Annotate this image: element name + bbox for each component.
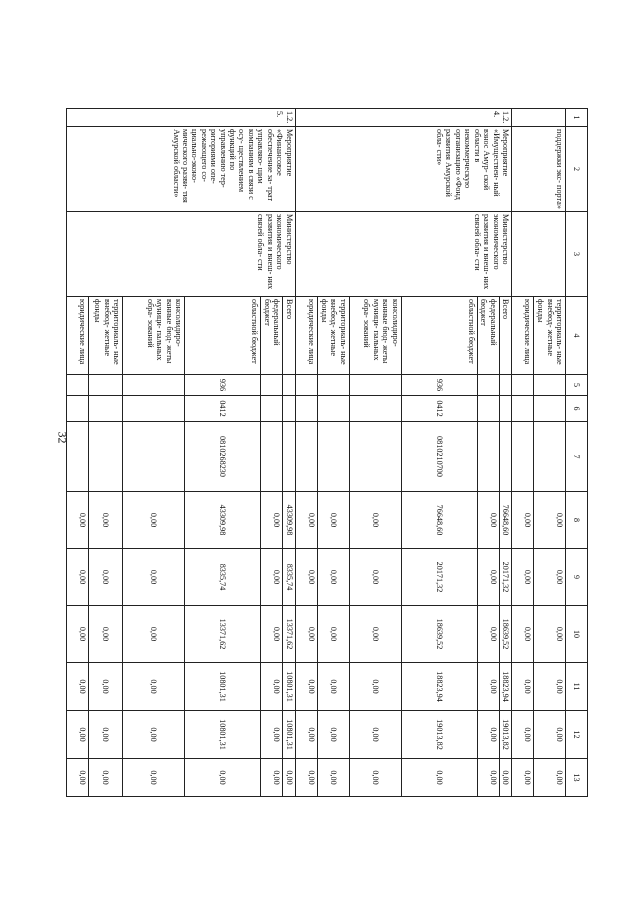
source-cell: Всего [283,297,295,375]
value-cell: 0,00 [261,759,283,797]
value-cell: 19013,82 [499,711,511,759]
rz-cell [283,396,295,422]
value-cell: 0,00 [349,549,401,606]
value-cell: 43309,98 [283,492,295,549]
value-cell: 0,00 [67,549,89,606]
grbs-cell [283,375,295,396]
measure-name-cell: Мероприятие «Имуществен- ный взнос Амур- ской области в некоммерческую организацию «Фонд развития Амурской обла- сти» [295,127,511,212]
header-cell: 4 [566,297,588,375]
value-cell: 0,00 [534,759,566,797]
value-cell: 0,00 [512,663,534,711]
source-cell: территориаль- ные внебюд- жетные фонды [89,297,123,375]
value-cell: 18823,94 [401,663,477,711]
executor-cell [512,212,566,297]
grbs-cell [123,375,185,396]
csr-cell: 0810268230 [185,422,261,492]
source-cell: территориаль- ные внебюд- жетные фонды [317,297,349,375]
value-cell: 0,00 [317,759,349,797]
value-cell: 0,00 [534,663,566,711]
value-cell: 0,00 [349,711,401,759]
value-cell: 0,00 [123,606,185,663]
value-cell: 0,00 [534,606,566,663]
header-cell: 6 [566,396,588,422]
value-cell: 0,00 [67,711,89,759]
value-cell: 0,00 [512,759,534,797]
value-cell: 10801,31 [185,663,261,711]
header-cell: 2 [566,127,588,212]
csr-cell [534,422,566,492]
value-cell: 18823,94 [499,663,511,711]
value-cell: 0,00 [349,606,401,663]
value-cell: 0,00 [317,711,349,759]
value-cell: 0,00 [261,606,283,663]
executor-cell: Министерство экономического развития и внеш- них связей обла- сти [67,212,295,297]
csr-cell [67,422,89,492]
source-cell: консолидиро- ванные бюд- жеты муници- пальных обра- зований [123,297,185,375]
rz-cell [477,396,499,422]
header-cell: 13 [566,759,588,797]
value-cell: 0,00 [349,492,401,549]
value-cell: 0,00 [317,663,349,711]
csr-cell [123,422,185,492]
source-cell: консолидиро- ванные бюд- жеты муници- пальных обра- зований [349,297,401,375]
value-cell: 8335,74 [185,549,261,606]
value-cell: 10801,31 [283,711,295,759]
value-cell: 0,00 [512,492,534,549]
value-cell: 0,00 [283,759,295,797]
executor-cell: Министерство экономического развития и внеш- них связей обла- сти [295,212,511,297]
header-cell: 1 [566,109,588,127]
source-cell: федеральный бюджет [261,297,283,375]
rz-cell [67,396,89,422]
value-cell: 8335,74 [283,549,295,606]
value-cell: 0,00 [89,663,123,711]
rz-cell [261,396,283,422]
header-cell: 5 [566,375,588,396]
value-cell: 0,00 [295,549,317,606]
rz-cell [317,396,349,422]
value-cell: 0,00 [317,606,349,663]
table-row [534,109,566,797]
value-cell: 0,00 [67,606,89,663]
grbs-cell [534,375,566,396]
header-row [566,109,588,797]
value-cell: 0,00 [185,759,261,797]
header-cell: 12 [566,711,588,759]
value-cell: 0,00 [534,711,566,759]
value-cell: 0,00 [67,759,89,797]
grbs-cell [349,375,401,396]
csr-cell [261,422,283,492]
value-cell: 13371,62 [185,606,261,663]
value-cell: 13371,62 [283,606,295,663]
code-cell: 1.2.4. [295,109,511,127]
grbs-cell [477,375,499,396]
value-cell: 0,00 [89,492,123,549]
value-cell: 0,00 [123,549,185,606]
rz-cell [89,396,123,422]
grbs-cell [67,375,89,396]
rz-cell [295,396,317,422]
value-cell: 0,00 [349,759,401,797]
rotated-page-area [78,108,588,796]
value-cell: 0,00 [295,663,317,711]
value-cell: 0,00 [123,663,185,711]
value-cell: 18639,52 [499,606,511,663]
value-cell: 10801,31 [185,711,261,759]
value-cell: 0,00 [67,663,89,711]
source-cell: юридические лица [67,297,89,375]
page-number: 32 [55,431,70,444]
table-row [499,109,511,797]
source-cell: юридические лица [295,297,317,375]
header-cell: 11 [566,663,588,711]
grbs-cell: 936 [185,375,261,396]
value-cell: 10801,31 [283,663,295,711]
value-cell: 0,00 [477,663,499,711]
value-cell: 0,00 [477,711,499,759]
value-cell: 0,00 [534,549,566,606]
budget-table [66,108,588,797]
csr-cell [512,422,534,492]
value-cell: 0,00 [295,711,317,759]
csr-cell: 0810210700 [401,422,477,492]
csr-cell [295,422,317,492]
value-cell: 20171,32 [499,549,511,606]
grbs-cell [317,375,349,396]
value-cell: 20171,32 [401,549,477,606]
grbs-cell: 936 [401,375,477,396]
rz-cell [534,396,566,422]
csr-cell [283,422,295,492]
grbs-cell [89,375,123,396]
header-cell: 10 [566,606,588,663]
table-row [283,109,295,797]
value-cell: 0,00 [534,492,566,549]
value-cell: 43309,98 [185,492,261,549]
value-cell: 76648,60 [499,492,511,549]
source-cell: областной бюджет [185,297,261,375]
rz-cell [123,396,185,422]
rz-cell [512,396,534,422]
value-cell: 19013,82 [401,711,477,759]
rz-cell [499,396,511,422]
value-cell: 0,00 [89,606,123,663]
rz-cell: 0412 [401,396,477,422]
source-cell: областной бюджет [401,297,477,375]
value-cell: 0,00 [477,606,499,663]
grbs-cell [295,375,317,396]
source-cell: территориаль- ные внебюд- жетные фонды [534,297,566,375]
csr-cell [349,422,401,492]
grbs-cell [499,375,511,396]
value-cell: 0,00 [317,549,349,606]
value-cell: 18639,52 [401,606,477,663]
value-cell: 0,00 [89,759,123,797]
value-cell: 0,00 [261,492,283,549]
value-cell: 0,00 [295,759,317,797]
value-cell: 0,00 [401,759,477,797]
value-cell: 0,00 [261,549,283,606]
code-cell: 1.2.5. [67,109,295,127]
measure-name-cell: Мероприятие «Финансовое обеспечение за- трат управляю- щим компаниям в связи с осу- ществлением функций по управлению тер- риториями опе- режающего со- циально-эконо- мического разви- тия Амурской области» [67,127,295,212]
csr-cell [499,422,511,492]
value-cell: 0,00 [295,606,317,663]
value-cell: 0,00 [317,492,349,549]
value-cell: 76648,60 [401,492,477,549]
csr-cell [317,422,349,492]
csr-cell [477,422,499,492]
value-cell: 0,00 [261,711,283,759]
value-cell: 0,00 [123,492,185,549]
value-cell: 0,00 [349,663,401,711]
header-cell: 7 [566,422,588,492]
grbs-cell [512,375,534,396]
grbs-cell [261,375,283,396]
value-cell: 0,00 [477,549,499,606]
value-cell: 0,00 [295,492,317,549]
source-cell: юридические лица [512,297,534,375]
header-cell: 3 [566,212,588,297]
measure-name-cell: поддержки экс- порта» [512,127,566,212]
value-cell: 0,00 [123,711,185,759]
value-cell: 0,00 [512,549,534,606]
source-cell: федеральный бюджет [477,297,499,375]
value-cell: 0,00 [89,549,123,606]
header-cell: 9 [566,549,588,606]
value-cell: 0,00 [67,492,89,549]
source-cell: Всего [499,297,511,375]
value-cell: 0,00 [89,711,123,759]
csr-cell [89,422,123,492]
header-cell: 8 [566,492,588,549]
rz-cell: 0412 [185,396,261,422]
value-cell: 0,00 [499,759,511,797]
value-cell: 0,00 [123,759,185,797]
value-cell: 0,00 [512,711,534,759]
code-cell [512,109,566,127]
value-cell: 0,00 [261,663,283,711]
value-cell: 0,00 [477,492,499,549]
rz-cell [349,396,401,422]
value-cell: 0,00 [477,759,499,797]
value-cell: 0,00 [512,606,534,663]
